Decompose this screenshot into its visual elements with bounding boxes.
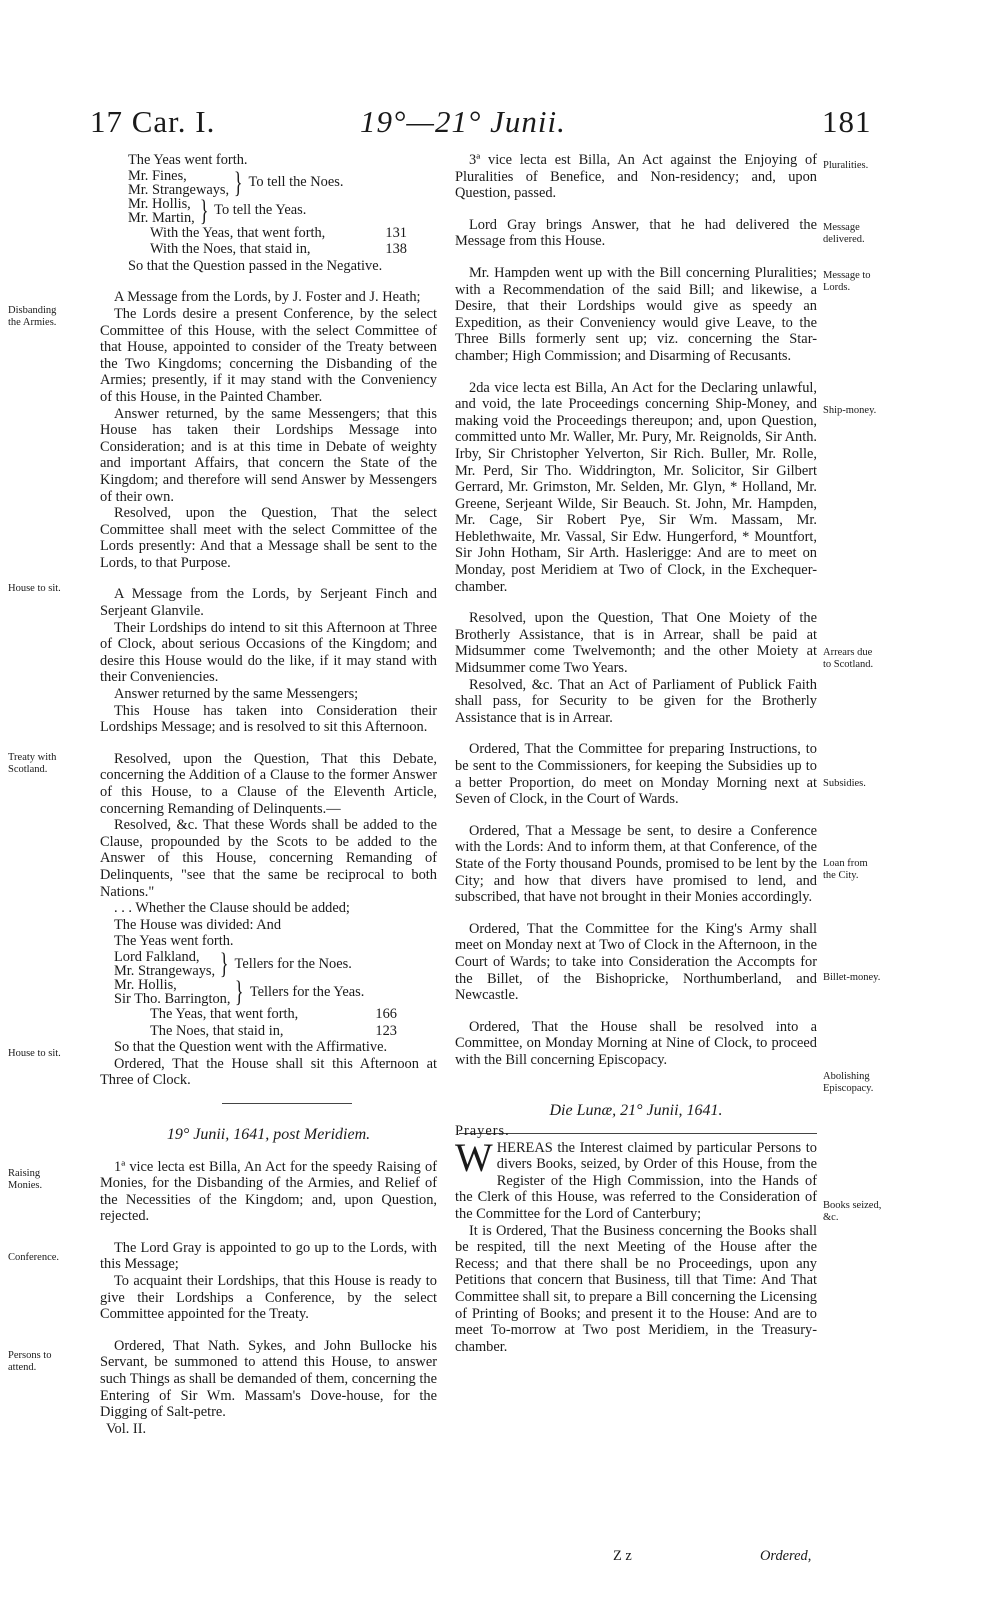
vote-yeas-1 [100, 225, 437, 242]
teller-name: Mr. Martin, [128, 209, 195, 226]
margin-note: Billet-money. [823, 972, 881, 983]
margin-note: House to sit. [8, 1048, 61, 1059]
gathering-signature: Z z [613, 1548, 632, 1564]
teller-label: Tellers for the Noes. [234, 955, 352, 972]
vote-noes-1 [100, 241, 437, 258]
teller-name: Mr. Fines, [128, 167, 187, 184]
left-column [100, 152, 437, 1437]
tellers-noes-2 [100, 946, 437, 980]
running-head-left: 17 Car. I. [90, 104, 216, 139]
whereas-text: HEREAS the Interest claimed by particular Persons to divers Books, seized, by Order of this House, from the Register of the High Commission, into the Hands of the Clerk of this House, was referred to the Consideration of the Committee for the Lord of Canterbury; [455, 1139, 817, 1223]
ordered-books: It is Ordered, That the Business concerning the Books shall be respited, till the next Meeting of the House after the Recess; and that there shall be no Proceedings, upon any Petitions that concern that Business, till that Time: And That Committee shall sit, to prepare a Bill concerning the Licensing of Printing of Books; and present it to the House: And are to meet To-morrow at Two post Meridiem, in the Treasury-chamber. [455, 1222, 817, 1355]
margin-note: Books seized, &c. [823, 1200, 882, 1223]
yeas-forth-2: The Yeas went forth. [114, 933, 234, 950]
vote-count: 123 [375, 1022, 397, 1039]
monday-dateline: Die Lunæ, 21° Junii, 1641. [549, 1101, 723, 1119]
message-lords-1: A Message from the Lords, by J. Foster and J. Heath; [114, 289, 421, 306]
margin-note: House to sit. [8, 583, 61, 594]
lord-gray-appointed: The Lord Gray is appointed to go up to the Lords, with this Message; [100, 1239, 437, 1273]
margin-note: Subsidies. [823, 778, 866, 789]
ordered-sykes: Ordered, That Nath. Sykes, and John Bullocke his Servant, be summoned to attend this House, to answer such Things as shall be demanded of them, concerning the Entering of Sir Wm. Massam's Dove-house, for the Digging of Salt-petre. [100, 1337, 437, 1421]
running-head-date: 19°—21° Junii. [360, 104, 566, 139]
brace-glyph: } [199, 193, 209, 227]
message-lords-2: A Message from the Lords, by Serjeant Finch and Serjeant Glanvile. [100, 586, 437, 620]
page-number: 181 [822, 104, 872, 139]
teller-label: To tell the Yeas. [214, 202, 307, 219]
resolved-public-faith: Resolved, &c. That an Act of Parliament of Publick Faith shall pass, for Security to be given for the Brotherly Assistance that is in Arrear. [455, 676, 817, 726]
resolved-debate: Resolved, upon the Question, That this Debate, concerning the Addition of a Clause to the former Answer of this House, to a Clause of the Eleventh Article, concerning Remanding of Delinquents.— [100, 750, 437, 817]
prayers-heading: Prayers. [455, 1123, 510, 1140]
brace-glyph: } [220, 946, 229, 980]
vote-count: 166 [375, 1005, 397, 1022]
bill-raising-monies: 1ª vice lecta est Billa, An Act for the speedy Raising of Monies, for the Disbanding of the Armies, and Relief of the Necessities of the Kingdom; and, upon Question, rejected. [100, 1158, 437, 1225]
acquaint-lordships: To acquaint their Lordships, that this House is ready to give their Lordships a Conference, by the select Committee appointed for the Treaty. [100, 1273, 437, 1323]
answer-returned-2: Answer returned by the same Messengers; [114, 686, 359, 703]
right-column [455, 152, 817, 1355]
drop-cap: W [455, 1134, 493, 1180]
margin-note: Persons to attend. [8, 1350, 52, 1373]
message-lords-2-body: Their Lordships do intend to sit this Afternoon at Three of Clock, about serious Occasions of the Kingdom; and desire this House would do the like, if it may stand with their Conveniencies. [100, 619, 437, 686]
teller-name: Sir Tho. Barrington, [114, 990, 231, 1007]
brace-glyph: } [234, 165, 243, 199]
margin-note: Raising Monies. [8, 1168, 43, 1191]
margin-note: Loan from the City. [823, 858, 868, 881]
ordered-loan: Ordered, That a Message be sent, to desire a Conference with the Lords: And to inform them, at that Conference, of the State of the Forty thousand Pounds, promised to be lent by the City; and how that divers have promised to lend, and subscribed, that have not brought in their Monies accordingly. [455, 822, 817, 906]
vote-label: With the Noes, that staid in, [150, 241, 311, 258]
section-rule-left [222, 1103, 352, 1104]
margin-note: Conference. [8, 1252, 60, 1263]
ordered-sit-afternoon: Ordered, That the House shall sit this Afternoon at Three of Clock. [100, 1055, 437, 1089]
vote-count: 131 [385, 224, 407, 241]
teller-name: Mr. Hollis, [114, 976, 177, 993]
house-divided: The House was divided: And [114, 916, 282, 933]
ordered-billet: Ordered, That the Committee for the King's Army shall meet on Monday next at Two of Clock in the Afternoon, in the Court of Wards; to take into Consideration the Accompts for the Billet, of the Bishopricke, Northumberland, and Newcastle. [455, 920, 817, 1004]
margin-note: Treaty with Scotland. [8, 752, 57, 775]
tellers-noes-1 [100, 165, 437, 199]
answer-returned-1: Answer returned, by the same Messengers; that this House has taken their Lordships Message into Consideration; and is at this time in Debate of weighty and important Affairs, that concern the State of the Kingdom; and therefore will send Answer by Messengers of their own. [100, 405, 437, 505]
hampden-message: Mr. Hampden went up with the Bill concerning Pluralities; with a Recommendation of the said Bill; and likewise, a Desire, that their Lordships would give as speedy an Expedition, as their Conveniency would give Leave, to the Three Bills formerly sent up; viz. concerning the Star-chamber; High Commission; and Disarming of Recusants. [455, 264, 817, 364]
teller-name: Mr. Strangeways, [114, 962, 216, 979]
teller-label: To tell the Noes. [248, 174, 344, 191]
margin-note: Ship-money. [823, 405, 877, 416]
ordered-episcopacy: Ordered, That the House shall be resolved into a Committee, on Monday Morning at Nine of Clock, to proceed with the Bill concerning Episcopacy. [455, 1018, 817, 1068]
affirmative-result: So that the Question went with the Affirmative. [114, 1039, 388, 1056]
margin-note: Pluralities. [823, 160, 869, 171]
volume-signature: Vol. II. [106, 1420, 147, 1437]
margin-note: Abolishing Episcopacy. [823, 1071, 874, 1094]
whether-clause: . . . Whether the Clause should be added; [114, 900, 350, 917]
vote-noes-2 [100, 1023, 437, 1040]
negative-result: So that the Question passed in the Negative. [128, 257, 383, 274]
teller-name: Mr. Hollis, [128, 195, 191, 212]
teller-name: Mr. Strangeways, [128, 181, 230, 198]
bill-pluralities: 3ª vice lecta est Billa, An Act against the Enjoying of Pluralities of Benefice, and Non-residency; and, upon Question, passed. [455, 152, 817, 202]
resolved-words-added: Resolved, &c. That these Words shall be added to the Clause, propounded by the Scots to be added to the Answer of this House, concerning Remanding of Delinquents, "see that the same be reciprocal to both Nations." [100, 817, 437, 900]
ordered-subsidies: Ordered, That the Committee for preparing Instructions, to be sent to the Commissioners, for keeping the Subsidies up to a better Proportion, do meet on Monday Morning next at Seven of Clock, in the Court of Wards. [455, 741, 817, 808]
margin-note: Arrears due to Scotland. [823, 647, 874, 670]
vote-yeas-2 [100, 1006, 437, 1023]
yeas-forth: The Yeas went forth. [128, 152, 248, 168]
vote-label: With the Yeas, that went forth, [150, 224, 326, 241]
teller-name: Lord Falkland, [114, 948, 200, 965]
tellers-yeas-1 [100, 193, 437, 227]
whereas-paragraph [455, 1134, 817, 1223]
answer-returned-2b: This House has taken into Consideration their Lordships Message; and is resolved to sit this Afternoon. [100, 702, 437, 736]
bill-shipmoney: 2da vice lecta est Billa, An Act for the Declaring unlawful, and void, the late Proceedings concerning Ship-Money, and making void the Proceedings thereupon; and, upon Question, committed unto Mr. Waller, Mr. Pury, Mr. Reignolds, Sir Anth. Irby, Sir Christopher Yelverton, Sir Rich. Buller, Mr. Rolle, Mr. Perd, Sir Tho. Widdrington, Mr. Solicitor, Sir Gilbert Gerrard, Mr. Grimston, Mr. Selden, Mr. Glyn, * Holland, Mr. Greene, Serjeant Wilde, Sir Beauch. St. John, Mr. Hampden, Mr. Cage, Sir Robert Pye, Sir Wm. Massam, Mr. Heblethwaite, Mr. Vassal, Sir Edw. Hungerford, * Mountfort, Sir John Hotham, Sir Arth. Haslerigge: And are to meet on Monday, post Meridiem at Two of Clock, in the Exchequer-chamber. [455, 379, 817, 595]
margin-note: Message to Lords. [823, 270, 871, 293]
message-lords-1-body: The Lords desire a present Conference, by the select Committee of this House, with the select Committee of that House, appointed to consider of the Treaty between the Two Kingdoms; concerning the Disbanding of the Armies; presently, if it may stand with the Conveniency of this House, in the Painted Chamber. [100, 305, 437, 405]
afternoon-dateline: 19° Junii, 1641, post Meridiem. [166, 1125, 371, 1143]
teller-label: Tellers for the Yeas. [249, 983, 365, 1000]
tellers-yeas-2 [100, 974, 437, 1008]
vote-label: The Yeas, that went forth, [150, 1005, 299, 1022]
resolved-select-committee: Resolved, upon the Question, That the select Committee shall meet with the select Committee of the Lords presently: And that a Message shall be sent to the Lords, to that Purpose. [100, 505, 437, 571]
margin-note: Disbanding the Armies. [8, 305, 57, 328]
vote-count: 138 [385, 241, 407, 258]
catchword: Ordered, [760, 1548, 812, 1564]
gray-answer: Lord Gray brings Answer, that he had delivered the Message from this House. [455, 216, 817, 250]
resolved-arrears: Resolved, upon the Question, That One Moiety of the Brotherly Assistance, that is in Arrear, shall be paid at Midsummer come Twelvemonth; and the other Moiety at Midsummer come Two Years. [455, 610, 817, 677]
vote-label: The Noes, that staid in, [150, 1022, 284, 1039]
margin-note: Message delivered. [823, 222, 865, 245]
brace-glyph: } [235, 974, 244, 1008]
